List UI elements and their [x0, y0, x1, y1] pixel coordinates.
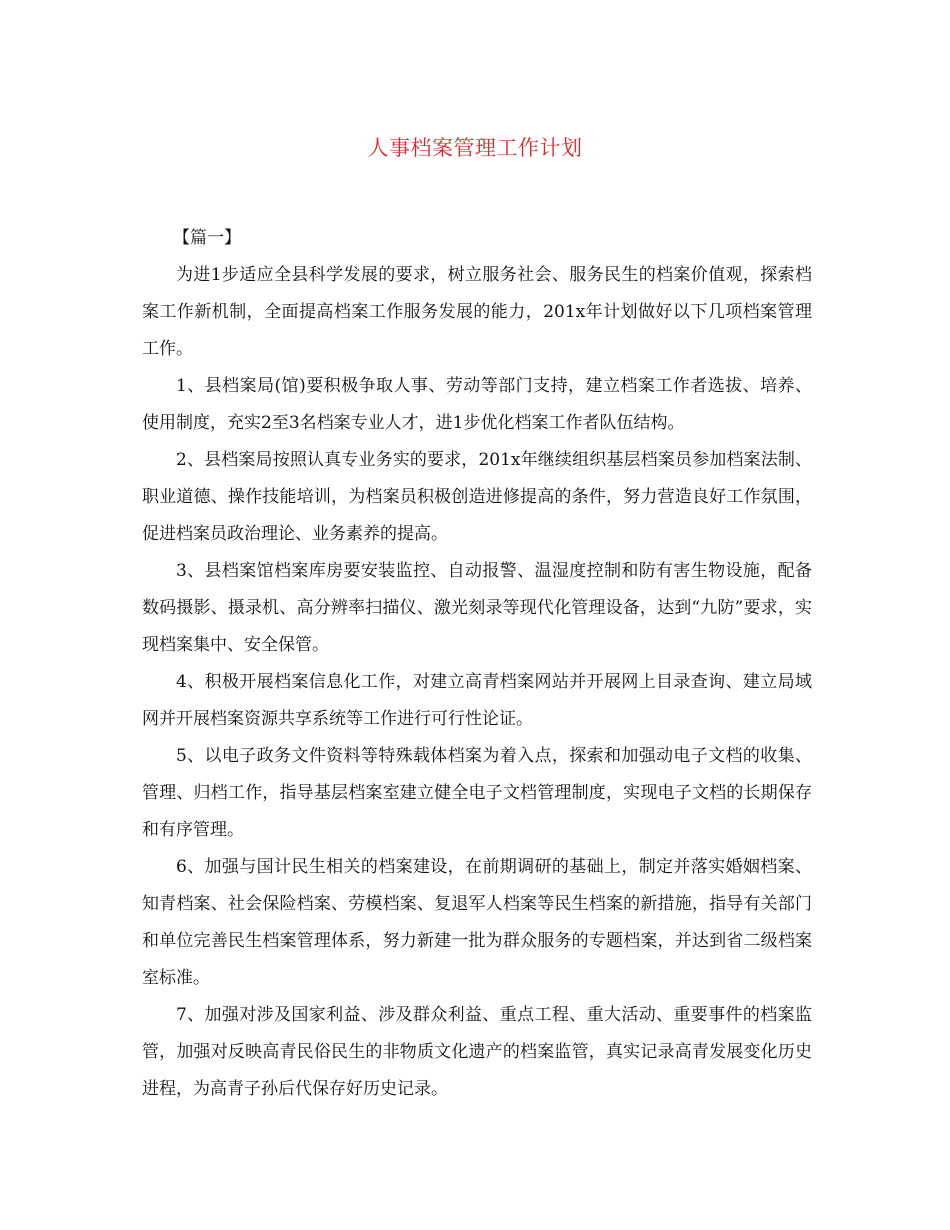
paragraph-item-2: 2、县档案局按照认真专业务实的要求，201x年继续组织基层档案员参加档案法制、职业道德、操作技能培训，为档案员积极创造进修提高的条件，努力营造良好工作氛围，促进档案员政治理论、业务素养的提高。: [142, 450, 812, 544]
paragraph-item-4: 4、积极开展档案信息化工作，对建立高青档案网站并开展网上目录查询、建立局域网并开展档案资源共享系统等工作进行可行性论证。: [142, 672, 812, 729]
section-label: 【篇一】: [173, 228, 241, 248]
paragraph-item-3: 3、县档案馆档案库房要安装监控、自动报警、温湿度控制和防有害生物设施，配备数码摄影、摄录机、高分辨率扫描仪、激光刻录等现代化管理设备，达到“九防”要求，实现档案集中、安全保管。: [142, 561, 812, 655]
paragraph-item-5: 5、以电子政务文件资料等特殊载体档案为着入点，探索和加强动电子文档的收集、管理、归档工作，指导基层档案室建立健全电子文档管理制度，实现电子文档的长期保存和有序管理。: [142, 746, 812, 840]
document-title: 人事档案管理工作计划: [367, 136, 583, 160]
paragraph-item-1: 1、县档案局(馆)要积极争取人事、劳动等部门支持，建立档案工作者选拔、培养、使用制度，充实2至3名档案专业人才，进1步优化档案工作者队伍结构。: [142, 376, 812, 433]
paragraph-intro: 为进1步适应全县科学发展的要求，树立服务社会、服务民生的档案价值观，探索档案工作新机制，全面提高档案工作服务发展的能力，201x年计划做好以下几项档案管理工作。: [142, 265, 812, 359]
paragraph-item-6: 6、加强与国计民生相关的档案建设，在前期调研的基础上，制定并落实婚姻档案、知青档案、社会保险档案、劳模档案、复退军人档案等民生档案的新措施，指导有关部门和单位完善民生档案管理体系，努力新建一批为群众服务的专题档案，并达到省二级档案室标准。: [142, 857, 812, 988]
document-body: [142, 220, 812, 1108]
paragraph-item-7: 7、加强对涉及国家利益、涉及群众利益、重点工程、重大活动、重要事件的档案监管，加强对反映高青民俗民生的非物质文化遗产的档案监管，真实记录高青发展变化历史进程，为高青子孙后代保存好历史记录。: [142, 1005, 812, 1099]
